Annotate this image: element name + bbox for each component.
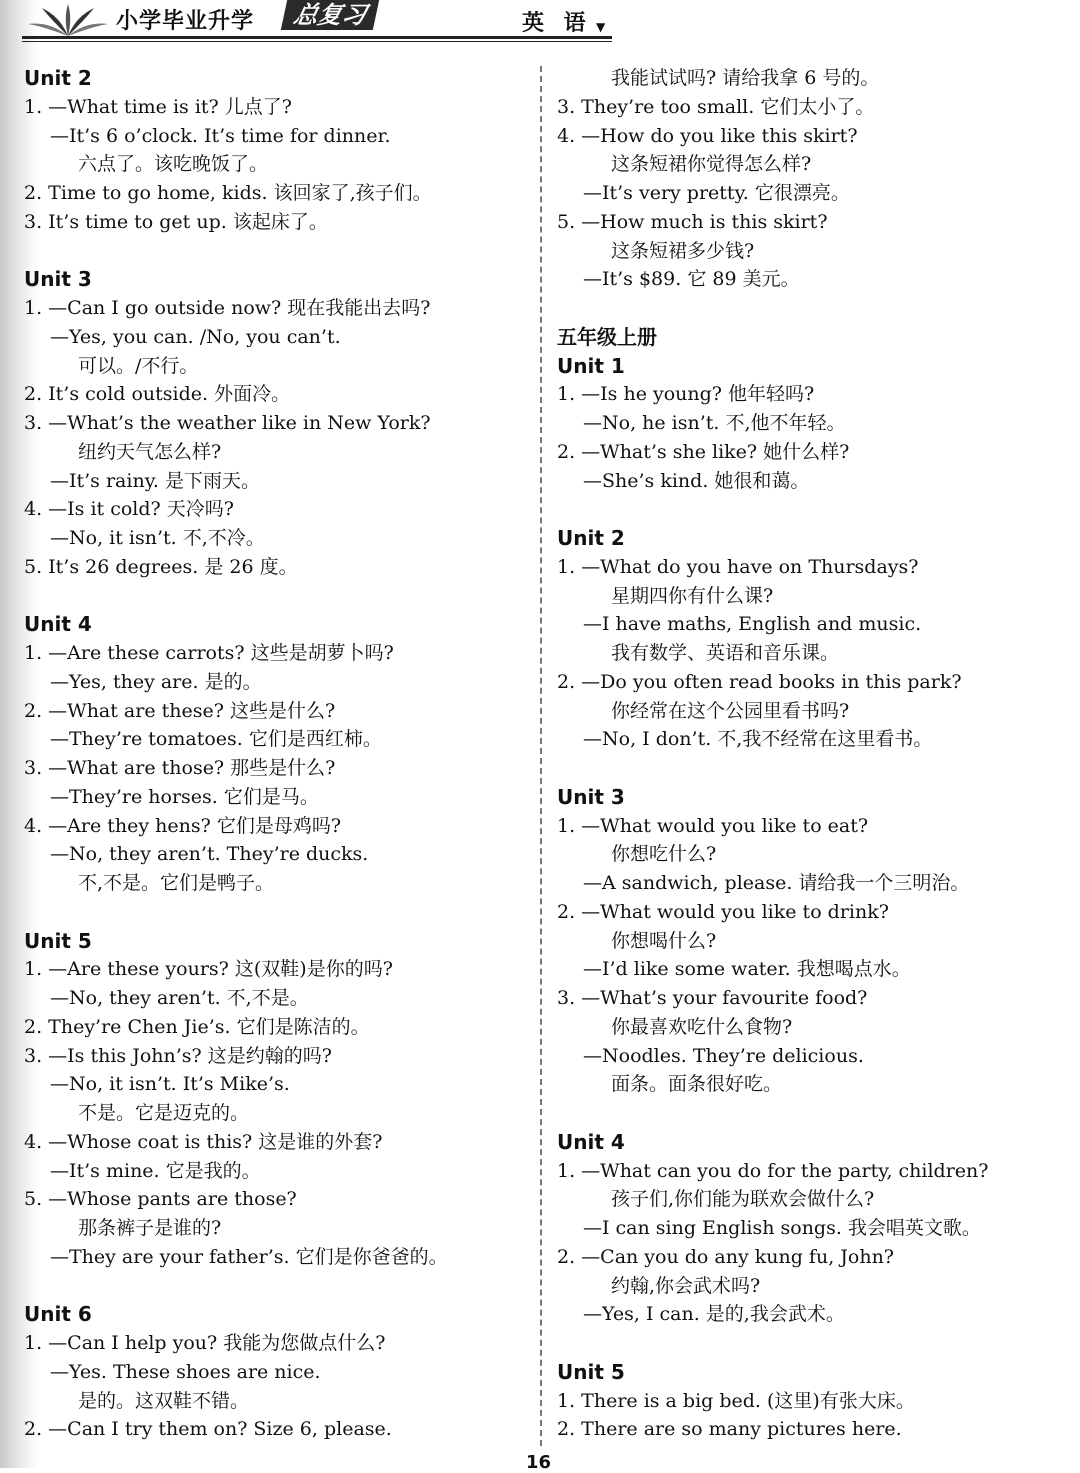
unit-heading: Unit 4 — [24, 612, 92, 637]
section-spacer — [557, 1099, 1067, 1128]
dialogue-line: —They are your father’s. 它们是你爸爸的。 — [50, 1245, 448, 1268]
dialogue-line: 你最喜欢吃什么食物? — [611, 1015, 793, 1038]
dialogue-line: 这条短裙你觉得怎么样? — [611, 153, 812, 176]
unit-heading: Unit 2 — [24, 66, 92, 90]
dialogue-line: —No, they aren’t. They’re ducks. — [50, 843, 369, 866]
section-spacer — [557, 294, 1067, 323]
unit-heading: Unit 6 — [24, 1302, 92, 1327]
dialogue-line: —Noodles. They’re delicious. — [583, 1044, 864, 1067]
dialogue-line: —No, they aren’t. 不,不是。 — [50, 987, 309, 1009]
dialogue-line: 2. There are so many pictures here. — [557, 1418, 902, 1441]
unit-heading: Unit 1 — [557, 353, 625, 378]
unit-heading: Unit 3 — [557, 784, 625, 809]
dialogue-line: —She’s kind. 她很和蔼。 — [583, 469, 810, 492]
unit-heading: Unit 2 — [557, 526, 625, 550]
dialogue-line: 1. —Are these yours? 这(双鞋)是你的吗? — [24, 958, 393, 981]
dialogue-line: —They’re horses. 它们是马。 — [50, 785, 319, 808]
book-logo-icon — [28, 4, 108, 38]
dialogue-line: 2. They’re Chen Jie’s. 它们是陈洁的。 — [24, 1015, 370, 1038]
dialogue-line: 1. —Can I go outside now? 现在我能出去吗? — [24, 297, 431, 319]
dialogue-line: —It’s mine. 它是我的。 — [50, 1159, 261, 1182]
unit-heading: Unit 5 — [24, 928, 92, 953]
dialogue-line: 1. —Are these carrots? 这些是胡萝卜吗? — [24, 642, 394, 664]
unit-heading: Unit 5 — [557, 1359, 625, 1384]
dialogue-line: 六点了。该吃晚饭了。 — [78, 153, 269, 176]
section-spacer — [24, 898, 534, 927]
dialogue-line: 不,不是。它们是鸭子。 — [78, 872, 275, 894]
dialogue-line: 2. —Can I try them on? Size 6, please. — [24, 1418, 392, 1441]
dialogue-line: 2. Time to go home, kids. 该回家了,孩子们。 — [24, 182, 432, 204]
dialogue-line: 你想吃什么? — [611, 843, 717, 866]
dialogue-line: 5. —How much is this skirt? — [557, 210, 828, 233]
dialogue-line: 2. It’s cold outside. 外面冷。 — [24, 383, 291, 406]
dialogue-line: 1. —What can you do for the party, children? — [557, 1159, 989, 1182]
header-rule-thin — [22, 41, 612, 42]
dialogue-line: —No, it isn’t. 不,不冷。 — [50, 527, 265, 549]
dialogue-line: 4. —Is it cold? 天冷吗? — [24, 498, 234, 521]
unit-heading: Unit 4 — [557, 1129, 625, 1154]
dropdown-arrow-icon: ▼ — [596, 20, 606, 34]
dialogue-line: 2. —Do you often read books in this park? — [557, 670, 962, 693]
dialogue-line: 3. —Is this John’s? 这是约翰的吗? — [24, 1044, 332, 1067]
dialogue-line: —It’s very pretty. 它很漂亮。 — [583, 182, 850, 204]
page-number: 16 — [526, 1452, 552, 1473]
dialogue-line: 3. They’re too small. 它们太小了。 — [557, 95, 875, 118]
right-column — [557, 64, 1067, 1444]
dialogue-line: 5. —Whose pants are those? — [24, 1188, 297, 1211]
section-spacer — [24, 582, 534, 611]
dialogue-line: 你想喝什么? — [611, 929, 717, 952]
dialogue-line: —No, he isn’t. 不,他不年轻。 — [583, 412, 846, 434]
dialogue-line: —A sandwich, please. 请给我一个三明治。 — [583, 872, 970, 894]
left-column — [24, 64, 534, 1444]
section-spacer — [557, 754, 1067, 783]
dialogue-line: —It’s $89. 它 89 美元。 — [583, 268, 800, 291]
dialogue-line: —No, I don’t. 不,我不经常在这里看书。 — [583, 728, 933, 751]
dialogue-line: —Yes, they are. 是的。 — [50, 670, 262, 693]
dialogue-line: 3. —What are those? 那些是什么? — [24, 757, 336, 779]
dialogue-line: 我能试试吗? 请给我拿 6 号的。 — [611, 67, 880, 89]
dialogue-line: 可以。/不行。 — [78, 354, 199, 377]
dialogue-line: —I’d like some water. 我想喝点水。 — [583, 958, 911, 981]
dialogue-line: 1. —Is he young? 他年轻吗? — [557, 383, 815, 406]
column-divider — [540, 66, 542, 1446]
dialogue-line: 5. It’s 26 degrees. 是 26 度。 — [24, 555, 298, 578]
dialogue-line: 4. —Whose coat is this? 这是谁的外套? — [24, 1130, 383, 1153]
dialogue-line: 面条。面条很好吃。 — [611, 1073, 783, 1096]
dialogue-line: —It’s rainy. 是下雨天。 — [50, 469, 260, 492]
section-spacer — [557, 1329, 1067, 1358]
dialogue-line: 孩子们,你们能为联欢会做什么? — [611, 1188, 875, 1211]
dialogue-line: 3. —What’s the weather like in New York? — [24, 412, 431, 434]
dialogue-line: 纽约天气怎么样? — [78, 440, 222, 463]
dialogue-line: 这条短裙多少钱? — [611, 239, 755, 262]
section-spacer — [557, 495, 1067, 524]
dialogue-line: 星期四你有什么课? — [611, 584, 774, 607]
dialogue-line: 约翰,你会武术吗? — [611, 1274, 761, 1297]
dialogue-line: 2. —What’s she like? 她什么样? — [557, 440, 850, 463]
dialogue-line: 2. —Can you do any kung fu, John? — [557, 1245, 894, 1268]
dialogue-line: —Yes, I can. 是的,我会武术。 — [583, 1303, 845, 1326]
dialogue-line: —They’re tomatoes. 它们是西红柿。 — [50, 728, 382, 751]
dialogue-line: 4. —Are they hens? 它们是母鸡吗? — [24, 814, 342, 837]
dialogue-line: —Yes. These shoes are nice. — [50, 1360, 321, 1383]
book-subtitle: 总复习 — [281, 0, 379, 30]
dialogue-line: 2. —What are these? 这些是什么? — [24, 699, 336, 722]
dialogue-line: —I can sing English songs. 我会唱英文歌。 — [583, 1217, 981, 1239]
dialogue-line: 1. —What would you like to eat? — [557, 814, 869, 837]
unit-heading: Unit 3 — [24, 267, 92, 292]
dialogue-line: 我有数学、英语和音乐课。 — [611, 642, 840, 664]
dialogue-line: 1. There is a big bed. (这里)有张大床。 — [557, 1389, 915, 1412]
book-title: 小学毕业升学 — [116, 9, 255, 34]
dialogue-line: 不是。它是迈克的。 — [78, 1102, 250, 1124]
dialogue-line: 4. —How do you like this skirt? — [557, 124, 858, 147]
dialogue-line: 1. —What do you have on Thursdays? — [557, 555, 919, 578]
dialogue-line: 3. —What’s your favourite food? — [557, 987, 868, 1009]
section-spacer — [24, 237, 534, 266]
dialogue-line: —Yes, you can. /No, you can’t. — [50, 325, 341, 348]
dialogue-line: —I have maths, English and music. — [583, 613, 922, 636]
dialogue-line: 是的。这双鞋不错。 — [78, 1389, 250, 1412]
subject-label: 英 语 — [522, 11, 592, 36]
dialogue-line: 那条裤子是谁的? — [78, 1217, 222, 1239]
dialogue-line: —No, it isn’t. It’s Mike’s. — [50, 1073, 290, 1096]
dialogue-line: —It’s 6 o’clock. It’s time for dinner. — [50, 124, 391, 147]
dialogue-line: 3. It’s time to get up. 该起床了。 — [24, 210, 328, 233]
page-header — [0, 0, 1080, 60]
dialogue-line: 1. —What time is it? 儿点了? — [24, 95, 292, 118]
dialogue-line: 2. —What would you like to drink? — [557, 900, 889, 923]
dialogue-line: 1. —Can I help you? 我能为您做点什么? — [24, 1332, 386, 1354]
section-spacer — [24, 1272, 534, 1301]
dialogue-line: 你经常在这个公园里看书吗? — [611, 699, 850, 722]
unit-heading: 五年级上册 — [557, 324, 657, 349]
